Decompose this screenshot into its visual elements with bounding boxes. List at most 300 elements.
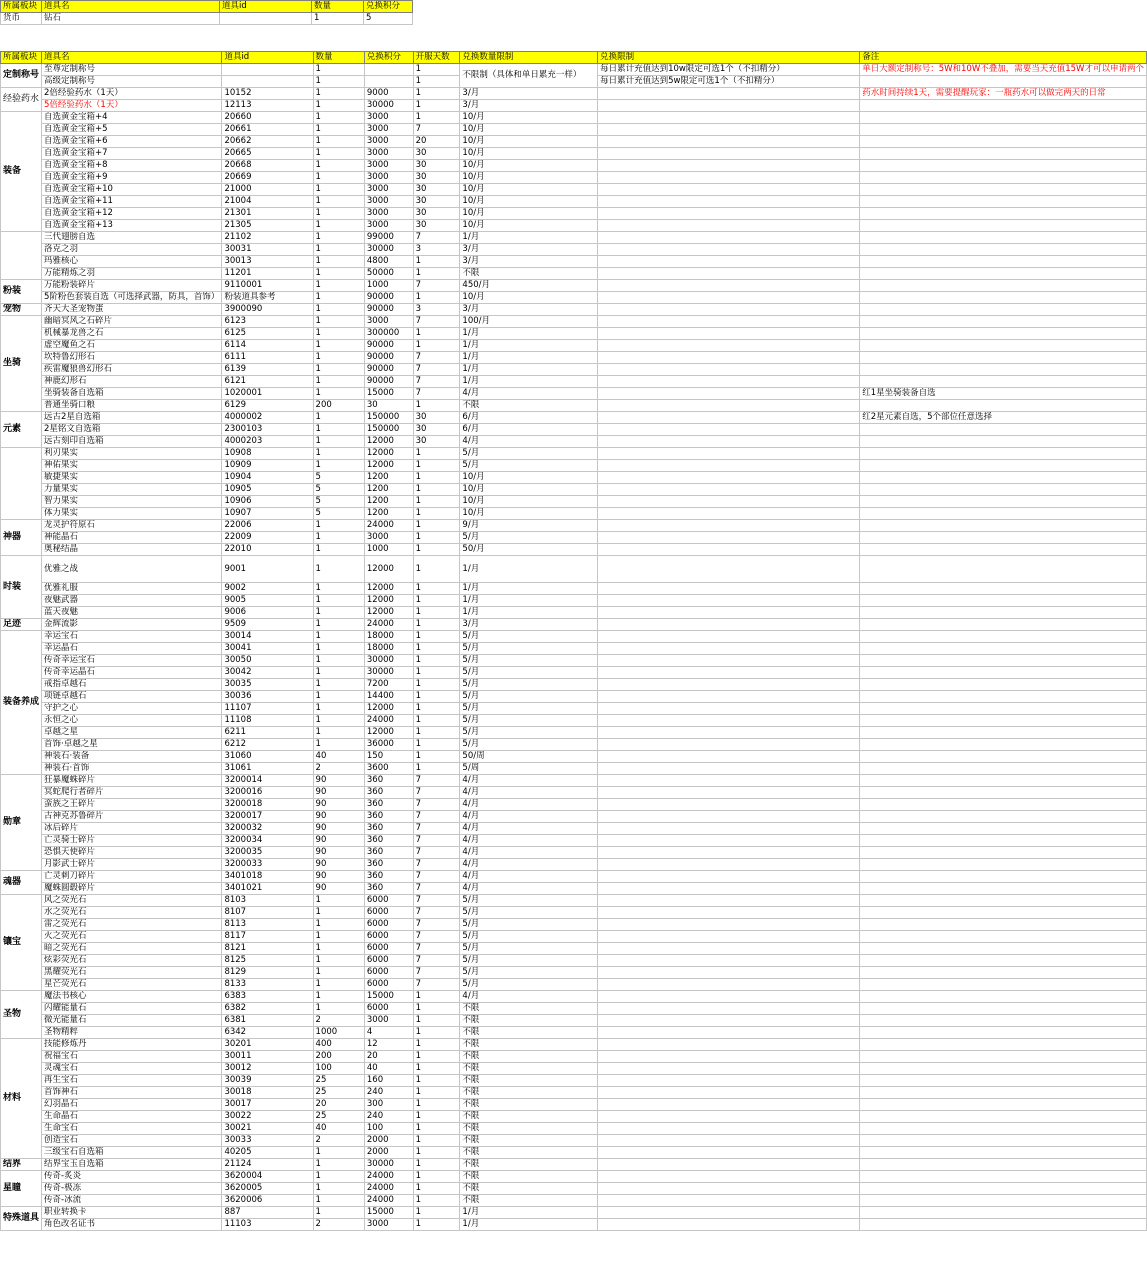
table-cell[interactable]	[860, 691, 1147, 703]
table-cell[interactable]: 7	[413, 967, 460, 979]
table-cell[interactable]: 10909	[222, 460, 313, 472]
table-cell[interactable]: 1	[413, 520, 460, 532]
table-cell[interactable]: 30	[413, 208, 460, 220]
table-cell[interactable]: 1	[413, 1075, 460, 1087]
table-cell[interactable]	[598, 376, 860, 388]
table-cell[interactable]: 1	[313, 1171, 364, 1183]
table-cell[interactable]: 1	[413, 1099, 460, 1111]
table-cell[interactable]: 1	[413, 1027, 460, 1039]
table-cell[interactable]	[860, 811, 1147, 823]
table-cell[interactable]: 1	[313, 943, 364, 955]
table-cell[interactable]: 1	[313, 184, 364, 196]
category-cell[interactable]: 镶宝	[1, 895, 42, 991]
table-cell[interactable]: 150000	[364, 424, 413, 436]
table-cell[interactable]: 30	[364, 400, 413, 412]
table-cell[interactable]: 首饰神石	[42, 1087, 222, 1099]
table-cell[interactable]	[598, 496, 860, 508]
table-cell[interactable]: 10904	[222, 472, 313, 484]
table-cell[interactable]: 3200014	[222, 775, 313, 787]
table-cell[interactable]: 2星铭文自选箱	[42, 424, 222, 436]
table-cell[interactable]: 不限	[460, 1039, 598, 1051]
table-cell[interactable]: 4800	[364, 256, 413, 268]
table-cell[interactable]: 暗之荧光石	[42, 943, 222, 955]
table-cell[interactable]: 1	[413, 1003, 460, 1015]
table-cell[interactable]: 3000	[364, 112, 413, 124]
table-cell[interactable]: 5/月	[460, 643, 598, 655]
table-cell[interactable]: 自选黄金宝箱+11	[42, 196, 222, 208]
table-cell[interactable]	[598, 919, 860, 931]
table-cell[interactable]: 12000	[364, 727, 413, 739]
table-cell[interactable]: 自选黄金宝箱+5	[42, 124, 222, 136]
table-cell[interactable]: 不限	[460, 1003, 598, 1015]
table-cell[interactable]: 4/月	[460, 883, 598, 895]
table-cell[interactable]: 1	[413, 268, 460, 280]
table-cell[interactable]: 1	[413, 583, 460, 595]
table-cell[interactable]: 50000	[364, 268, 413, 280]
table-cell[interactable]: 7	[413, 859, 460, 871]
table-cell[interactable]: 360	[364, 871, 413, 883]
table-cell[interactable]: 3000	[364, 148, 413, 160]
table-cell[interactable]: 1	[313, 280, 364, 292]
header-cell[interactable]: 道具id	[220, 1, 312, 13]
table-cell[interactable]: 25	[313, 1075, 364, 1087]
table-cell[interactable]: 360	[364, 775, 413, 787]
table-cell[interactable]: 4/月	[460, 847, 598, 859]
table-cell[interactable]	[860, 823, 1147, 835]
table-cell[interactable]: 12000	[364, 703, 413, 715]
table-cell[interactable]: 幻羽晶石	[42, 1099, 222, 1111]
table-cell[interactable]	[860, 883, 1147, 895]
table-cell[interactable]: 5/月	[460, 907, 598, 919]
table-cell[interactable]: 360	[364, 859, 413, 871]
table-cell[interactable]: 3000	[364, 196, 413, 208]
table-cell[interactable]: 18000	[364, 643, 413, 655]
table-cell[interactable]	[598, 583, 860, 595]
table-cell[interactable]: 1	[313, 232, 364, 244]
table-cell[interactable]: 1	[313, 895, 364, 907]
table-cell[interactable]	[860, 400, 1147, 412]
category-cell[interactable]: 粉装	[1, 280, 42, 304]
category-cell[interactable]: 特殊道具	[1, 1207, 42, 1231]
table-cell[interactable]	[598, 112, 860, 124]
table-cell[interactable]	[598, 1171, 860, 1183]
table-cell[interactable]	[860, 763, 1147, 775]
table-cell[interactable]: 30	[413, 220, 460, 232]
table-cell[interactable]: 自选黄金宝箱+6	[42, 136, 222, 148]
table-cell[interactable]	[598, 412, 860, 424]
table-cell[interactable]: 240	[364, 1111, 413, 1123]
table-cell[interactable]: 10/月	[460, 508, 598, 520]
table-cell[interactable]: 1	[313, 727, 364, 739]
table-cell[interactable]	[598, 607, 860, 619]
table-cell[interactable]: 5	[313, 508, 364, 520]
table-cell[interactable]: 1020001	[222, 388, 313, 400]
table-cell[interactable]: 90000	[364, 376, 413, 388]
table-cell[interactable]: 3000	[364, 124, 413, 136]
table-cell[interactable]: 卓越之星	[42, 727, 222, 739]
table-cell[interactable]: 1	[313, 64, 364, 76]
table-cell[interactable]: 1200	[364, 472, 413, 484]
table-cell[interactable]	[598, 907, 860, 919]
table-cell[interactable]: 11103	[222, 1219, 313, 1231]
table-cell[interactable]	[860, 364, 1147, 376]
table-cell[interactable]: 魔法书核心	[42, 991, 222, 1003]
header-cell[interactable]: 兑换限制	[598, 52, 860, 64]
table-cell[interactable]: 4/月	[460, 787, 598, 799]
table-cell[interactable]: 6123	[222, 316, 313, 328]
category-cell[interactable]	[1, 232, 42, 280]
table-cell[interactable]	[860, 1099, 1147, 1111]
table-cell[interactable]: 技能修炼丹	[42, 1039, 222, 1051]
table-cell[interactable]: 7	[413, 799, 460, 811]
table-cell[interactable]: 1	[413, 1063, 460, 1075]
table-cell[interactable]	[598, 544, 860, 556]
table-cell[interactable]: 4000203	[222, 436, 313, 448]
table-cell[interactable]: 不限	[460, 1099, 598, 1111]
table-cell[interactable]: 3401021	[222, 883, 313, 895]
table-cell[interactable]: 24000	[364, 1195, 413, 1207]
table-cell[interactable]: 1	[413, 1051, 460, 1063]
table-cell[interactable]: 1	[313, 88, 364, 100]
table-cell[interactable]: 1200	[364, 484, 413, 496]
table-cell[interactable]: 高级定制称号	[42, 76, 222, 88]
table-cell[interactable]: 1	[413, 1087, 460, 1099]
table-cell[interactable]	[860, 148, 1147, 160]
table-cell[interactable]: 1	[313, 436, 364, 448]
table-cell[interactable]: 力量果实	[42, 484, 222, 496]
table-cell[interactable]: 7200	[364, 679, 413, 691]
category-cell[interactable]: 勋章	[1, 775, 42, 871]
table-cell[interactable]	[860, 1003, 1147, 1015]
table-cell[interactable]	[860, 292, 1147, 304]
table-cell[interactable]: 1	[312, 13, 364, 25]
table-cell[interactable]: 神佑果实	[42, 460, 222, 472]
table-cell[interactable]: 4/月	[460, 859, 598, 871]
table-cell[interactable]: 12113	[222, 100, 313, 112]
table-cell[interactable]: 2	[313, 1135, 364, 1147]
table-cell[interactable]: 万能粉装碎片	[42, 280, 222, 292]
table-cell[interactable]: 洛克之羽	[42, 244, 222, 256]
table-cell[interactable]: 戒指卓越石	[42, 679, 222, 691]
table-cell[interactable]	[860, 1075, 1147, 1087]
table-cell[interactable]	[860, 799, 1147, 811]
table-cell[interactable]: 不限	[460, 1027, 598, 1039]
table-cell[interactable]	[860, 655, 1147, 667]
table-cell[interactable]	[860, 484, 1147, 496]
table-cell[interactable]: 1	[413, 619, 460, 631]
table-cell[interactable]	[860, 895, 1147, 907]
table-cell[interactable]	[860, 931, 1147, 943]
table-cell[interactable]: 5/月	[460, 448, 598, 460]
table-cell[interactable]: 30033	[222, 1135, 313, 1147]
table-cell[interactable]: 1	[413, 1039, 460, 1051]
table-cell[interactable]: 5/月	[460, 715, 598, 727]
table-cell[interactable]: 10/月	[460, 148, 598, 160]
table-cell[interactable]: 神能晶石	[42, 532, 222, 544]
table-cell[interactable]: 粉装道具参考	[222, 292, 313, 304]
table-cell[interactable]: 1	[313, 691, 364, 703]
table-cell[interactable]	[598, 1207, 860, 1219]
table-cell[interactable]: 1	[413, 1219, 460, 1231]
table-cell[interactable]	[860, 556, 1147, 583]
table-cell[interactable]: 3900090	[222, 304, 313, 316]
table-cell[interactable]	[598, 172, 860, 184]
table-cell[interactable]: 160	[364, 1075, 413, 1087]
table-cell[interactable]: 1	[313, 100, 364, 112]
table-cell[interactable]: 体力果实	[42, 508, 222, 520]
table-cell[interactable]: 1	[313, 460, 364, 472]
table-cell[interactable]: 5/月	[460, 739, 598, 751]
table-cell[interactable]	[860, 643, 1147, 655]
table-cell[interactable]: 3600	[364, 763, 413, 775]
table-cell[interactable]	[598, 859, 860, 871]
table-cell[interactable]: 角色改名证书	[42, 1219, 222, 1231]
table-cell[interactable]: 3000	[364, 1015, 413, 1027]
table-cell[interactable]: 1	[413, 100, 460, 112]
table-cell[interactable]: 7	[413, 895, 460, 907]
table-cell[interactable]	[598, 895, 860, 907]
table-cell[interactable]	[860, 304, 1147, 316]
table-cell[interactable]	[598, 1087, 860, 1099]
table-cell[interactable]	[860, 979, 1147, 991]
table-cell[interactable]: 887	[222, 1207, 313, 1219]
table-cell[interactable]: 3401018	[222, 871, 313, 883]
table-cell[interactable]	[598, 244, 860, 256]
table-cell[interactable]: 3200034	[222, 835, 313, 847]
table-cell[interactable]: 3	[413, 244, 460, 256]
table-cell[interactable]	[598, 763, 860, 775]
table-cell[interactable]	[598, 148, 860, 160]
table-cell[interactable]: 至尊定制称号	[42, 64, 222, 76]
table-cell[interactable]	[598, 883, 860, 895]
table-cell[interactable]: 360	[364, 823, 413, 835]
table-cell[interactable]	[860, 1063, 1147, 1075]
table-cell[interactable]	[598, 292, 860, 304]
table-cell[interactable]: 20661	[222, 124, 313, 136]
table-cell[interactable]: 30	[413, 148, 460, 160]
table-cell[interactable]: 1	[413, 400, 460, 412]
category-cell[interactable]: 时装	[1, 556, 42, 619]
table-cell[interactable]: 1	[313, 316, 364, 328]
table-cell[interactable]: 1	[313, 424, 364, 436]
table-cell[interactable]	[860, 232, 1147, 244]
table-cell[interactable]: 10/月	[460, 208, 598, 220]
table-cell[interactable]: 5/月	[460, 667, 598, 679]
table-cell[interactable]: 优雅礼服	[42, 583, 222, 595]
table-cell[interactable]: 5/月	[460, 979, 598, 991]
table-cell[interactable]	[598, 472, 860, 484]
table-cell[interactable]: 亡灵骑士碎片	[42, 835, 222, 847]
category-cell[interactable]: 宠物	[1, 304, 42, 316]
table-cell[interactable]	[860, 172, 1147, 184]
table-cell[interactable]	[598, 160, 860, 172]
table-cell[interactable]: 6129	[222, 400, 313, 412]
table-cell[interactable]: 1	[313, 919, 364, 931]
table-cell[interactable]: 奥秘结晶	[42, 544, 222, 556]
table-cell[interactable]: 1	[413, 607, 460, 619]
table-cell[interactable]: 幸运宝石	[42, 631, 222, 643]
table-cell[interactable]: 6139	[222, 364, 313, 376]
table-cell[interactable]	[860, 787, 1147, 799]
table-cell[interactable]: 30014	[222, 631, 313, 643]
table-cell[interactable]: 3	[413, 304, 460, 316]
table-cell[interactable]: 7	[413, 232, 460, 244]
table-cell[interactable]: 货币	[1, 13, 42, 25]
table-cell[interactable]: 24000	[364, 520, 413, 532]
table-cell[interactable]: 6114	[222, 340, 313, 352]
table-cell[interactable]: 21301	[222, 208, 313, 220]
table-cell[interactable]: 8125	[222, 955, 313, 967]
table-cell[interactable]	[860, 1207, 1147, 1219]
table-cell[interactable]: 30000	[364, 1159, 413, 1171]
table-cell[interactable]: 1	[413, 1195, 460, 1207]
table-cell[interactable]: 24000	[364, 1171, 413, 1183]
table-cell[interactable]: 1	[313, 520, 364, 532]
table-cell[interactable]: 12000	[364, 607, 413, 619]
table-cell[interactable]: 7	[413, 388, 460, 400]
table-cell[interactable]	[598, 1123, 860, 1135]
table-cell[interactable]	[598, 364, 860, 376]
table-cell[interactable]: 1	[413, 1147, 460, 1159]
table-cell[interactable]	[598, 619, 860, 631]
table-cell[interactable]: 1	[313, 376, 364, 388]
table-cell[interactable]: 90	[313, 811, 364, 823]
table-cell[interactable]: 1	[313, 907, 364, 919]
table-cell[interactable]	[860, 1015, 1147, 1027]
table-cell[interactable]	[598, 256, 860, 268]
table-cell[interactable]: 1	[313, 112, 364, 124]
table-cell[interactable]: 1	[313, 136, 364, 148]
table-cell[interactable]: 不限	[460, 1159, 598, 1171]
table-cell[interactable]: 自选黄金宝箱+4	[42, 112, 222, 124]
table-cell[interactable]: 1	[413, 544, 460, 556]
table-cell[interactable]: 1	[313, 1147, 364, 1159]
table-cell[interactable]: 3200035	[222, 847, 313, 859]
table-cell[interactable]	[860, 208, 1147, 220]
table-cell[interactable]: 21305	[222, 220, 313, 232]
table-cell[interactable]	[598, 136, 860, 148]
table-cell[interactable]: 1/月	[460, 340, 598, 352]
table-cell[interactable]: 亡灵刺刀碎片	[42, 871, 222, 883]
table-cell[interactable]: 1	[313, 352, 364, 364]
table-cell[interactable]: 单日大额定制称号：5W和10W不叠加，需要当天充值15W才可以申请两个	[860, 64, 1147, 76]
table-cell[interactable]: 蛮族之王碎片	[42, 799, 222, 811]
table-cell[interactable]: 24000	[364, 1183, 413, 1195]
table-cell[interactable]	[860, 967, 1147, 979]
table-cell[interactable]: 微光能量石	[42, 1015, 222, 1027]
table-cell[interactable]	[598, 751, 860, 763]
table-cell[interactable]: 6000	[364, 895, 413, 907]
table-cell[interactable]	[598, 208, 860, 220]
table-cell[interactable]: 15000	[364, 991, 413, 1003]
table-cell[interactable]: 不限	[460, 1087, 598, 1099]
table-cell[interactable]	[598, 691, 860, 703]
table-cell[interactable]: 12000	[364, 460, 413, 472]
table-cell[interactable]	[860, 1219, 1147, 1231]
table-cell[interactable]: 90000	[364, 340, 413, 352]
table-cell[interactable]: 1	[313, 148, 364, 160]
table-cell[interactable]: 1	[313, 607, 364, 619]
table-cell[interactable]	[598, 823, 860, 835]
table-cell[interactable]: 7	[413, 907, 460, 919]
table-cell[interactable]: 7	[413, 979, 460, 991]
table-cell[interactable]: 3200032	[222, 823, 313, 835]
table-cell[interactable]: 夜魅武器	[42, 595, 222, 607]
header-cell[interactable]: 兑换数量限制	[460, 52, 598, 64]
table-cell[interactable]: 1200	[364, 508, 413, 520]
table-cell[interactable]: 1	[413, 64, 460, 76]
table-cell[interactable]: 7	[413, 124, 460, 136]
table-cell[interactable]: 不限	[460, 400, 598, 412]
table-cell[interactable]	[860, 715, 1147, 727]
table-cell[interactable]: 利刃果实	[42, 448, 222, 460]
table-cell[interactable]	[598, 787, 860, 799]
table-cell[interactable]: 90	[313, 859, 364, 871]
table-cell[interactable]	[222, 64, 313, 76]
table-cell[interactable]: 31060	[222, 751, 313, 763]
table-cell[interactable]	[860, 751, 1147, 763]
table-cell[interactable]: 龙灵护符原石	[42, 520, 222, 532]
table-cell[interactable]: 自选黄金宝箱+9	[42, 172, 222, 184]
table-cell[interactable]: 25	[313, 1087, 364, 1099]
table-cell[interactable]	[598, 88, 860, 100]
table-cell[interactable]: 1	[313, 412, 364, 424]
table-cell[interactable]: 30018	[222, 1087, 313, 1099]
table-cell[interactable]: 30041	[222, 643, 313, 655]
table-cell[interactable]: 9005	[222, 595, 313, 607]
table-cell[interactable]	[860, 667, 1147, 679]
table-cell[interactable]: 1	[413, 460, 460, 472]
table-cell[interactable]: 5/月	[460, 919, 598, 931]
table-cell[interactable]: 12	[364, 1039, 413, 1051]
table-cell[interactable]: 1	[313, 631, 364, 643]
table-cell[interactable]	[860, 727, 1147, 739]
table-cell[interactable]: 10905	[222, 484, 313, 496]
table-cell[interactable]: 神装石·首饰	[42, 763, 222, 775]
table-cell[interactable]	[598, 1015, 860, 1027]
table-cell[interactable]: 10907	[222, 508, 313, 520]
table-cell[interactable]: 450/月	[460, 280, 598, 292]
table-cell[interactable]: 自选黄金宝箱+8	[42, 160, 222, 172]
table-cell[interactable]: 5	[313, 484, 364, 496]
table-cell[interactable]: 21124	[222, 1159, 313, 1171]
table-cell[interactable]: 1	[313, 448, 364, 460]
table-cell[interactable]	[860, 835, 1147, 847]
table-cell[interactable]: 1	[413, 1171, 460, 1183]
table-cell[interactable]: 200	[313, 400, 364, 412]
table-cell[interactable]: 30011	[222, 1051, 313, 1063]
table-cell[interactable]: 幸运晶石	[42, 643, 222, 655]
table-cell[interactable]	[598, 703, 860, 715]
table-cell[interactable]: 360	[364, 883, 413, 895]
table-cell[interactable]: 不限	[460, 1111, 598, 1123]
table-cell[interactable]	[860, 316, 1147, 328]
table-cell[interactable]: 古神克苏鲁碎片	[42, 811, 222, 823]
table-cell[interactable]: 10/月	[460, 172, 598, 184]
table-cell[interactable]: 7	[413, 775, 460, 787]
table-cell[interactable]: 传奇幸运晶石	[42, 667, 222, 679]
table-cell[interactable]: 150000	[364, 412, 413, 424]
table-cell[interactable]: 1	[313, 268, 364, 280]
table-cell[interactable]	[860, 583, 1147, 595]
table-cell[interactable]	[598, 715, 860, 727]
table-cell[interactable]: 红1星坐骑装备自选	[860, 388, 1147, 400]
table-cell[interactable]: 水之荧光石	[42, 907, 222, 919]
table-cell[interactable]: 每日累计充值达到10w限定可选1个（不扣精分）	[598, 64, 860, 76]
table-cell[interactable]	[598, 304, 860, 316]
table-cell[interactable]	[860, 859, 1147, 871]
category-cell[interactable]	[1, 448, 42, 520]
